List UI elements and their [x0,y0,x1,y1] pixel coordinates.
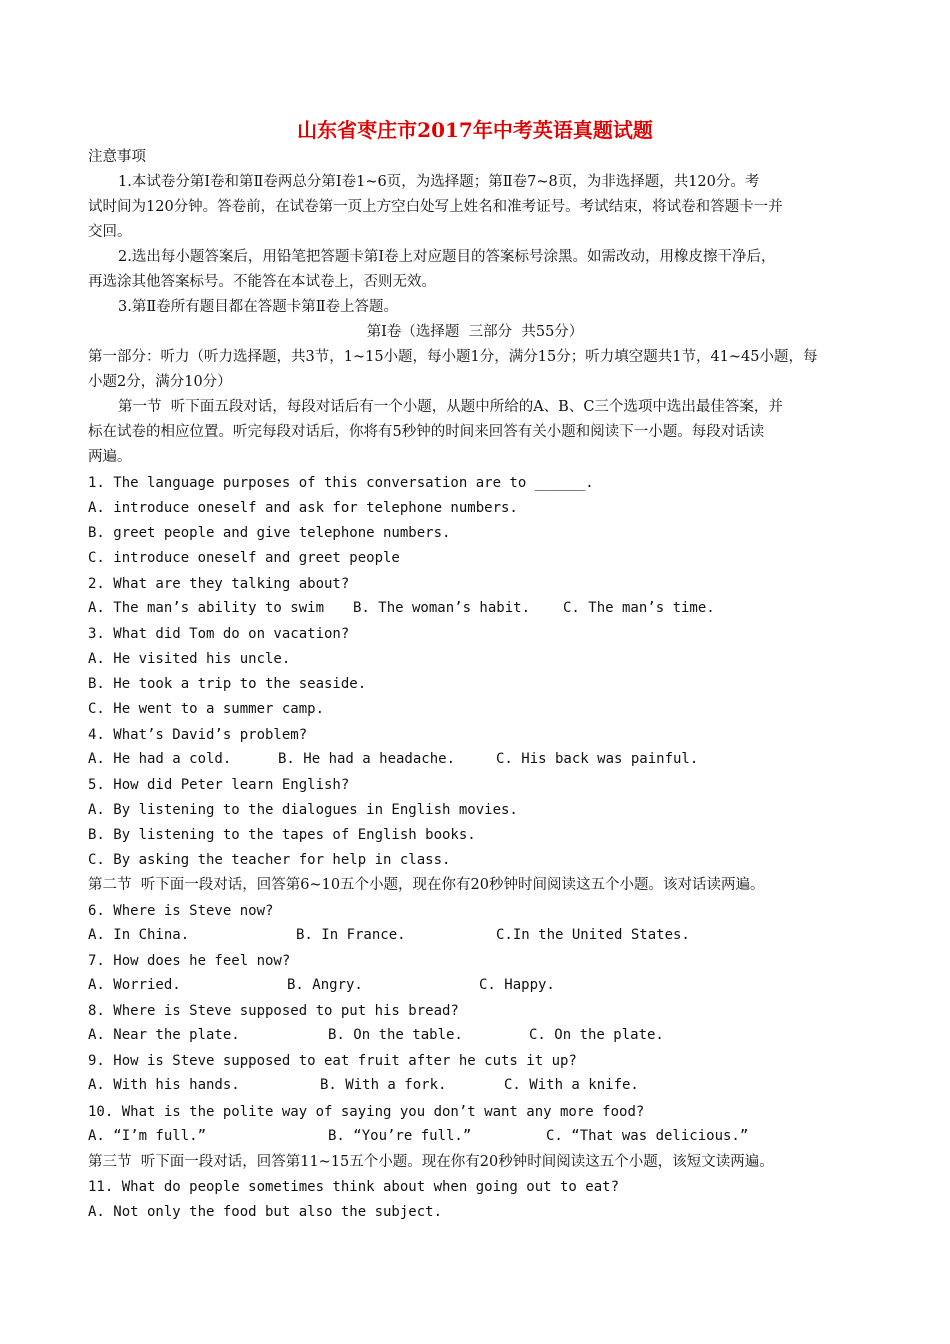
question-5-option-b: B. By listening to the tapes of English books. [88,827,476,843]
notice-1-line2: 试时间为120分钟。答卷前，在试卷第一页上方空白处写上姓名和准考证号。考试结束，将试卷和答题卡一并 [88,199,783,215]
section1-line1: 第一节 听下面五段对话，每段对话后有一个小题，从题中所给的A、B、C三个选项中选出最佳答案，并 [118,399,783,415]
notice-3: 3.第Ⅱ卷所有题目都在答题卡第Ⅱ卷上答题。 [118,299,399,315]
question-11: 11. What do people sometimes think about when going out to eat? [88,1179,620,1195]
question-8-option-c: C. On the plate. [529,1027,664,1043]
section3-heading: 第三节 听下面一段对话，回答第11~15五个小题。现在你有20秒钟时间阅读这五个小题，该短文读两遍。 [88,1154,774,1170]
question-2-option-c: C. The man’s time. [563,600,715,616]
question-8: 8. Where is Steve supposed to put his bread? [88,1003,459,1019]
question-6-option-c: C.In the United States. [496,927,690,943]
question-10-option-c: C. “That was delicious.” [546,1128,749,1144]
part1-line1: 第一部分：听力（听力选择题，共3节，1~15小题，每小题1分，满分15分；听力填空题共1节，41~45小题，每 [88,349,818,365]
question-7-option-a: A. Worried. [88,977,181,993]
question-1: 1. The language purposes of this conversation are to ______. [88,475,594,491]
question-6: 6. Where is Steve now? [88,903,274,919]
notice-2-line1: 2.选出每小题答案后，用铅笔把答题卡第Ⅰ卷上对应题目的答案标号涂黑。如需改动，用橡皮擦干净后， [118,249,776,265]
question-4-option-b: B. He had a headache. [278,751,456,767]
question-10-option-b: B. “You’re full.” [328,1128,472,1144]
question-4: 4. What’s David’s problem? [88,727,308,743]
notice-1-line3: 交回。 [88,224,132,240]
notice-1-line1: 1.本试卷分第Ⅰ卷和第Ⅱ卷两总分第Ⅰ卷1~6页，为选择题；第Ⅱ卷7~8页，为非选择题，共120分。考 [118,174,760,190]
notice-heading: 注意事项 [88,149,146,165]
question-7-option-c: C. Happy. [479,977,555,993]
question-5-option-c: C. By asking the teacher for help in class. [88,852,451,868]
question-1-option-b: B. greet people and give telephone numbers. [88,525,451,541]
question-7: 7. How does he feel now? [88,953,291,969]
question-6-option-a: A. In China. [88,927,190,943]
question-1-option-c: C. introduce oneself and greet people [88,550,400,566]
question-8-option-b: B. On the table. [328,1027,463,1043]
question-3-option-a: A. He visited his uncle. [88,651,291,667]
question-3: 3. What did Tom do on vacation? [88,626,350,642]
question-1-option-a: A. introduce oneself and ask for telephone numbers. [88,500,518,516]
question-9-option-a: A. With his hands. [88,1077,240,1093]
question-4-option-a: A. He had a cold. [88,751,232,767]
question-10: 10. What is the polite way of saying you don’t want any more food? [88,1104,645,1120]
question-9-option-c: C. With a knife. [504,1077,639,1093]
page-title: 山东省枣庄市2017年中考英语真题试题 [297,118,653,142]
question-2-option-a: A. The man’s ability to swim [88,600,325,616]
notice-2-line2: 再选涂其他答案标号。不能答在本试卷上，否则无效。 [88,274,436,290]
question-2: 2. What are they talking about? [88,576,350,592]
question-3-option-b: B. He took a trip to the seaside. [88,676,367,692]
volume-heading: 第Ⅰ卷（选择题 三部分 共55分） [366,324,584,340]
question-9-option-b: B. With a fork. [320,1077,447,1093]
part1-line2: 小题2分，满分10分） [88,374,232,390]
question-8-option-a: A. Near the plate. [88,1027,240,1043]
section2-heading: 第二节 听下面一段对话，回答第6~10五个小题，现在你有20秒钟时间阅读这五个小题。该对话读两遍。 [88,877,765,893]
question-2-option-b: B. The woman’s habit. [353,600,531,616]
question-5-option-a: A. By listening to the dialogues in English movies. [88,802,518,818]
question-11-option-a: A. Not only the food but also the subject. [88,1204,443,1220]
section1-line3: 两遍。 [88,449,132,465]
question-4-option-c: C. His back was painful. [496,751,699,767]
question-7-option-b: B. Angry. [287,977,363,993]
question-9: 9. How is Steve supposed to eat fruit after he cuts it up? [88,1053,577,1069]
question-6-option-b: B. In France. [296,927,406,943]
question-10-option-a: A. “I’m full.” [88,1128,207,1144]
question-5: 5. How did Peter learn English? [88,777,350,793]
question-3-option-c: C. He went to a summer camp. [88,701,325,717]
section1-line2: 标在试卷的相应位置。听完每段对话后，你将有5秒钟的时间来回答有关小题和阅读下一小题。每段对话读 [88,424,765,440]
